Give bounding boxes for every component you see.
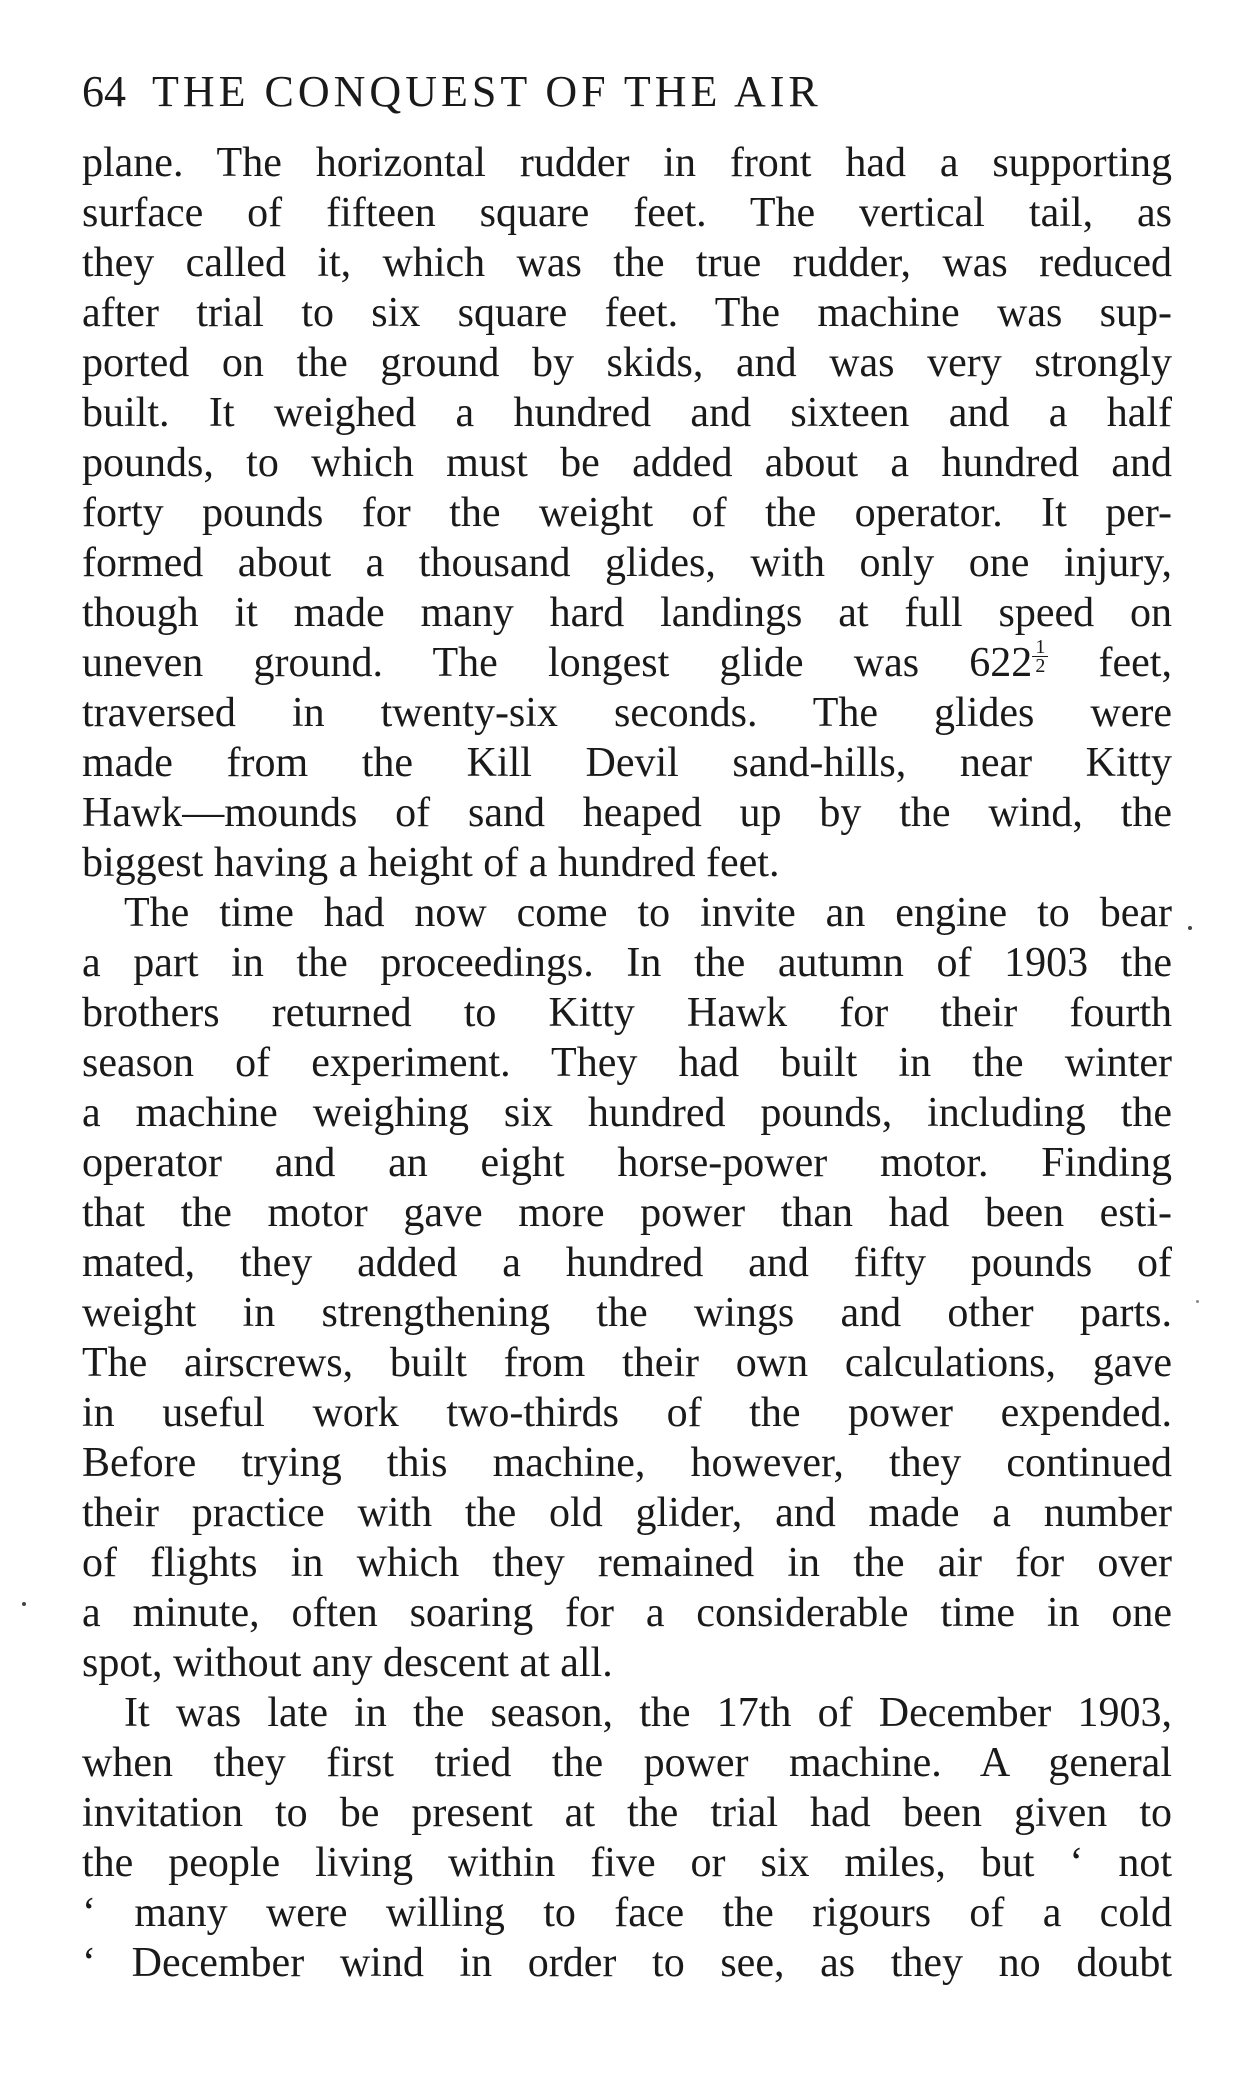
text-line: biggest having a height of a hundred feet. <box>82 840 780 886</box>
text-line: invitation to be present at the trial had been given to <box>82 1790 1172 1836</box>
text-line: brothers returned to Kitty Hawk for their fourth <box>82 990 1172 1036</box>
fraction-half <box>1032 638 1048 675</box>
text-line: ‘ many were willing to face the rigours of a cold <box>82 1890 1172 1936</box>
running-header <box>82 62 1172 122</box>
text-line: after trial to six square feet. The machine was sup- <box>82 290 1172 336</box>
text-line: a minute, often soaring for a considerable time in one <box>82 1590 1172 1636</box>
paragraph-start-line: The time had now come to invite an engine to bear <box>124 890 1172 936</box>
text-line: weight in strengthening the wings and other parts. <box>82 1290 1172 1336</box>
text-line: built. It weighed a hundred and sixteen and a half <box>82 390 1172 436</box>
text-line: though it made many hard landings at full speed on <box>82 590 1172 636</box>
text-line: Hawk—mounds of sand heaped up by the wind, the <box>82 790 1172 836</box>
text-line: made from the Kill Devil sand-hills, near Kitty <box>82 740 1172 786</box>
running-head-title: THE CONQUEST OF THE AIR <box>152 67 822 116</box>
fraction-numerator: 1 <box>1032 638 1048 657</box>
text-line: they called it, which was the true rudder, was reduced <box>82 240 1172 286</box>
text-line-glide <box>82 638 1172 688</box>
text-line: Before trying this machine, however, they continued <box>82 1440 1172 1486</box>
text-line: The airscrews, built from their own calculations, gave <box>82 1340 1172 1386</box>
text-line: season of experiment. They had built in the winter <box>82 1040 1172 1086</box>
text-line: traversed in twenty-six seconds. The glides were <box>82 690 1172 736</box>
text-line: in useful work two-thirds of the power expended. <box>82 1390 1172 1436</box>
text-line: ‘ December wind in order to see, as they no doubt <box>82 1940 1172 1986</box>
text-line: when they first tried the power machine. A general <box>82 1740 1172 1786</box>
text-line: that the motor gave more power than had been esti- <box>82 1190 1172 1236</box>
text-line: their practice with the old glider, and made a number <box>82 1490 1172 1536</box>
text-line: spot, without any descent at all. <box>82 1640 613 1686</box>
text-line: mated, they added a hundred and fifty pounds of <box>82 1240 1172 1286</box>
glide-text-before: uneven ground. The longest glide was 622 <box>82 640 1033 686</box>
body-text <box>82 138 1172 1988</box>
margin-speck <box>1196 1300 1199 1303</box>
text-line: ported on the ground by skids, and was very strongly <box>82 340 1172 386</box>
text-line: surface of fifteen square feet. The vertical tail, as <box>82 190 1172 236</box>
fraction-denominator: 2 <box>1035 655 1046 677</box>
text-line: a part in the proceedings. In the autumn of 1903 the <box>82 940 1172 986</box>
text-line: pounds, to which must be added about a hundred and <box>82 440 1172 486</box>
margin-speck <box>22 1602 26 1606</box>
glide-text-after: feet, <box>1048 640 1172 686</box>
margin-speck <box>1188 926 1192 930</box>
text-line: forty pounds for the weight of the operator. It per- <box>82 490 1172 536</box>
text-line: plane. The horizontal rudder in front had a supporting <box>82 140 1172 186</box>
text-line: the people living within five or six miles, but ‘ not <box>82 1840 1172 1886</box>
paragraph-start-line: It was late in the season, the 17th of December 1903, <box>124 1690 1172 1736</box>
page-number: 64 <box>82 67 126 116</box>
text-line: of flights in which they remained in the air for over <box>82 1540 1172 1586</box>
text-line: formed about a thousand glides, with only one injury, <box>82 540 1172 586</box>
text-line: a machine weighing six hundred pounds, including the <box>82 1090 1172 1136</box>
text-line: operator and an eight horse-power motor. Finding <box>82 1140 1172 1186</box>
